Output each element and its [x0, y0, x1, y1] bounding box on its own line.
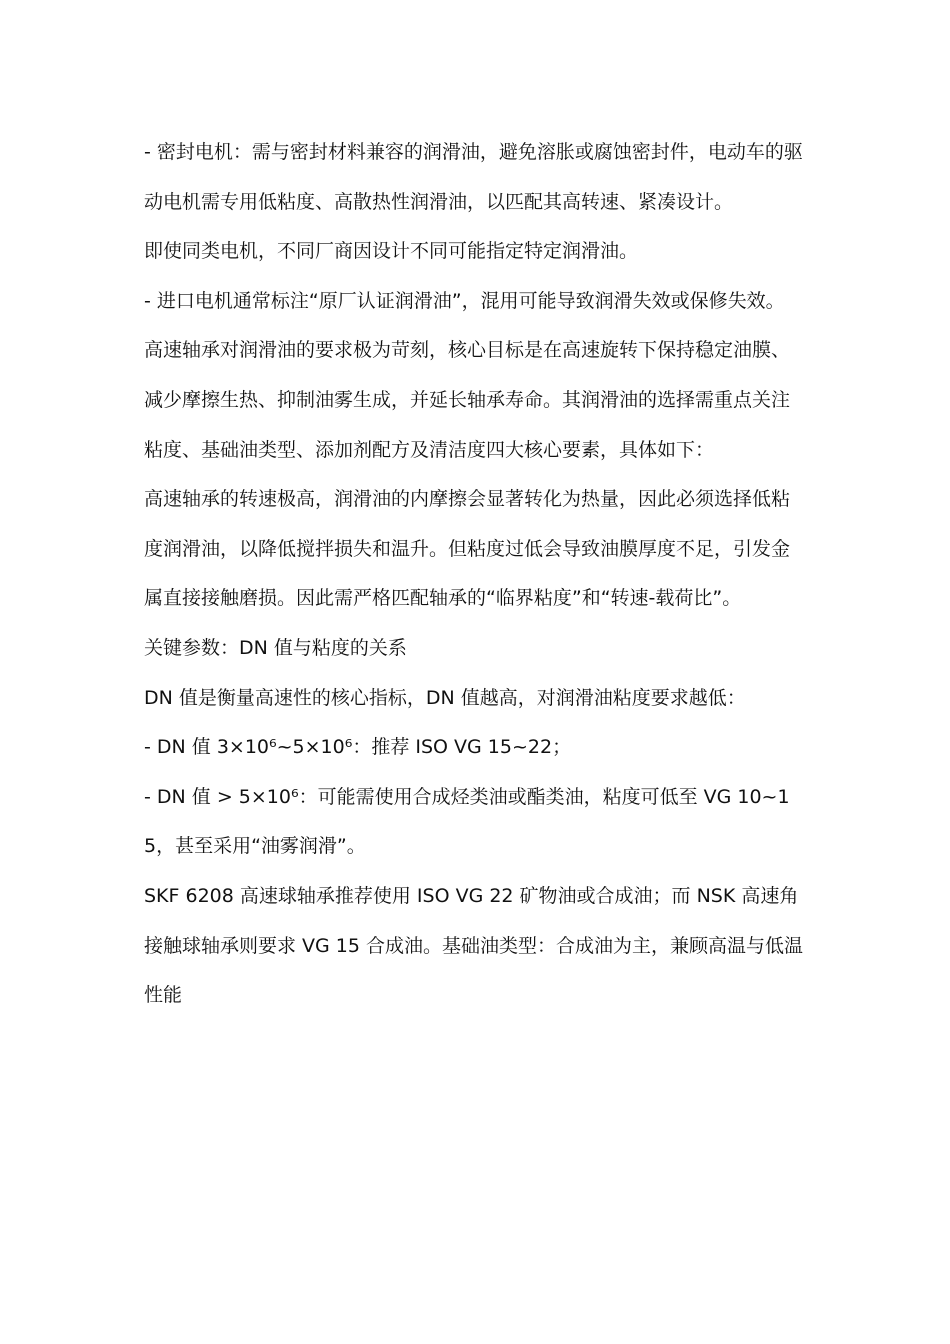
paragraph-high-speed-bearing-requirements: 高速轴承对润滑油的要求极为苛刻，核心目标是在高速旋转下保持稳定油膜、减少摩擦生热、抑制油雾生成，并延长轴承寿命。其润滑油的选择需重点关注粘度、基础油类型、添加剂配方及清洁度四大核心要素，具体如下：	[144, 339, 791, 461]
paragraph-bearing-examples: SKF 6208 高速球轴承推荐使用 ISO VG 22 矿物油或合成油；而 NSK 高速角接触球轴承则要求 VG 15 合成油。基础油类型：合成油为主，兼顾高温与低温性能	[144, 884, 804, 1007]
paragraph-manufacturer-specified: 即使同类电机，不同厂商因设计不同可能指定特定润滑油。	[144, 240, 639, 263]
paragraph-key-parameters-heading: 关键参数：DN 值与粘度的关系	[144, 636, 407, 659]
paragraph-imported-motor: - 进口电机通常标注“原厂认证润滑油”，混用可能导致润滑失效或保修失效。	[144, 289, 785, 312]
paragraph-viscosity-selection: 高速轴承的转速极高，润滑油的内摩擦会显著转化为热量，因此必须选择低粘度润滑油，以降低搅拌损失和温升。但粘度过低会导致油膜厚度不足，引发金属直接接触磨损。因此需严格匹配轴承的“临界粘度”和“转速-载荷比”。	[144, 488, 791, 610]
document-body	[144, 128, 808, 1021]
paragraph-dn-range-2: - DN 值 > 5×10⁶：可能需使用合成烃类油或酯类油，粘度可低至 VG 10~15，甚至采用“油雾润滑”。	[144, 785, 790, 858]
paragraph-sealed-motor: - 密封电机：需与密封材料兼容的润滑油，避免溶胀或腐蚀密封件，电动车的驱动电机需专用低粘度、高散热性润滑油，以匹配其高转速、紧凑设计。	[144, 141, 803, 213]
paragraph-dn-range-1: - DN 值 3×10⁶~5×10⁶：推荐 ISO VG 15~22；	[144, 736, 572, 759]
paragraph-dn-value-definition: DN 值是衡量高速性的核心指标，DN 值越高，对润滑油粘度要求越低：	[144, 686, 746, 709]
